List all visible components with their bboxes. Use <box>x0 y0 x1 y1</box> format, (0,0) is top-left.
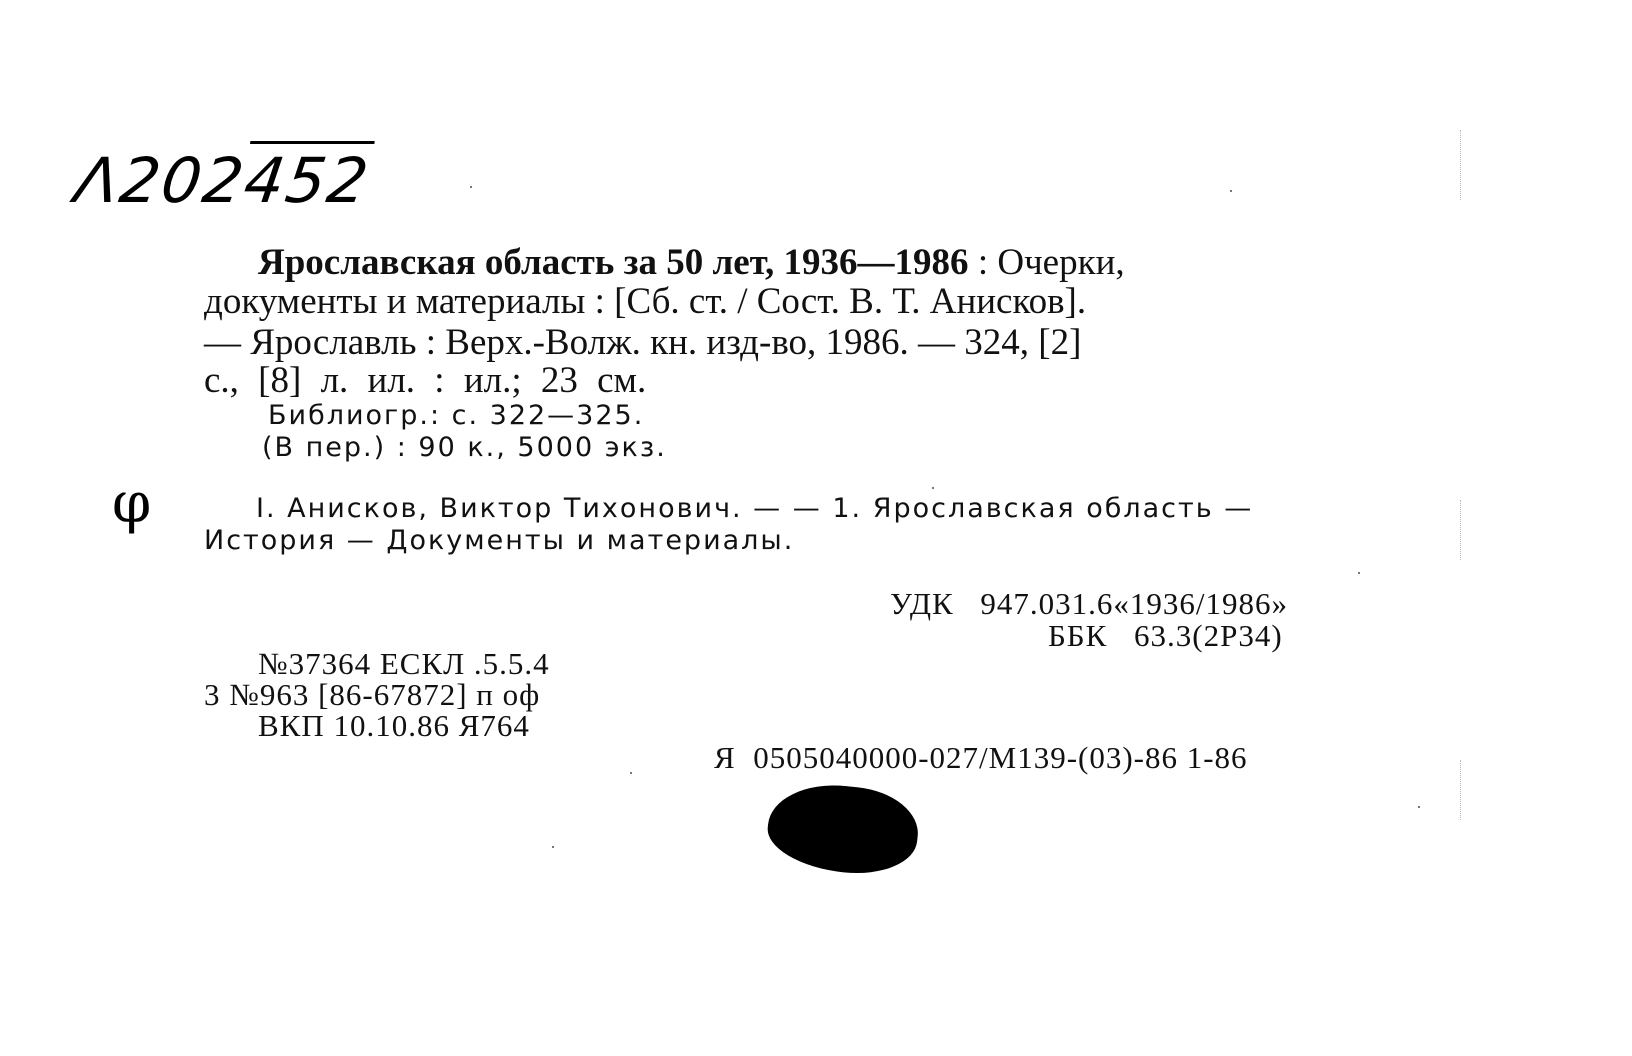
scan-speck <box>552 846 554 848</box>
entry-line-1 <box>258 242 1125 284</box>
scan-speck <box>1418 806 1420 808</box>
scan-speck <box>630 772 632 774</box>
tracing-line-2: История — Документы и материалы. <box>204 525 795 556</box>
scan-speck <box>1358 572 1360 574</box>
index-code-prefix: Я <box>714 740 736 775</box>
catalog-info-line-3: ВКП 10.10.86 Я764 <box>258 708 530 743</box>
udk-code: УДК 947.031.6«1936/1986» <box>890 586 1289 621</box>
scan-speck <box>470 186 472 188</box>
scan-mark <box>1460 760 1462 820</box>
catalog-info-line-1: №37364 ЕСКЛ .5.5.4 <box>258 646 550 681</box>
call-number-overlined: 452 <box>239 144 375 217</box>
entry-line-2: документы и материалы : [Сб. ст. / Сост. В. Т. Анисков]. <box>204 281 1087 322</box>
index-code-rest: 0505040000-027/М139-(03)-86 1-86 <box>753 740 1248 775</box>
entry-title: Ярославская область за 50 лет, 1936—1986 <box>258 242 969 283</box>
entry-line-3: — Ярославль : Верх.-Волж. кн. изд-во, 1986. — 324, [2] <box>204 322 1082 363</box>
entry-subtitle: : Очерки, <box>968 242 1125 283</box>
scan-mark <box>1460 500 1462 560</box>
index-code-line <box>714 740 1248 776</box>
entry-line-4: с., [8] л. ил. : ил.; 23 см. <box>204 360 647 401</box>
tracing-line-1: I. Анисков, Виктор Тихонович. — — 1. Ярославская область — <box>256 493 1254 524</box>
catalog-info-line-2: 3 №963 [86-67872] п оф <box>204 677 541 712</box>
bbk-code: ББК 63.3(2Р34) <box>1048 618 1283 653</box>
ink-blot <box>764 778 922 879</box>
handwritten-call-number <box>70 144 375 217</box>
handwritten-mark: φ <box>112 471 154 536</box>
price-note: (В пер.) : 90 к., 5000 экз. <box>262 432 667 463</box>
scan-speck <box>932 487 934 489</box>
bibliography-note: Библиогр.: с. 322—325. <box>268 400 645 431</box>
call-number-main: Λ202 <box>70 144 250 217</box>
scan-speck <box>1230 190 1232 192</box>
scan-mark <box>1460 130 1462 200</box>
